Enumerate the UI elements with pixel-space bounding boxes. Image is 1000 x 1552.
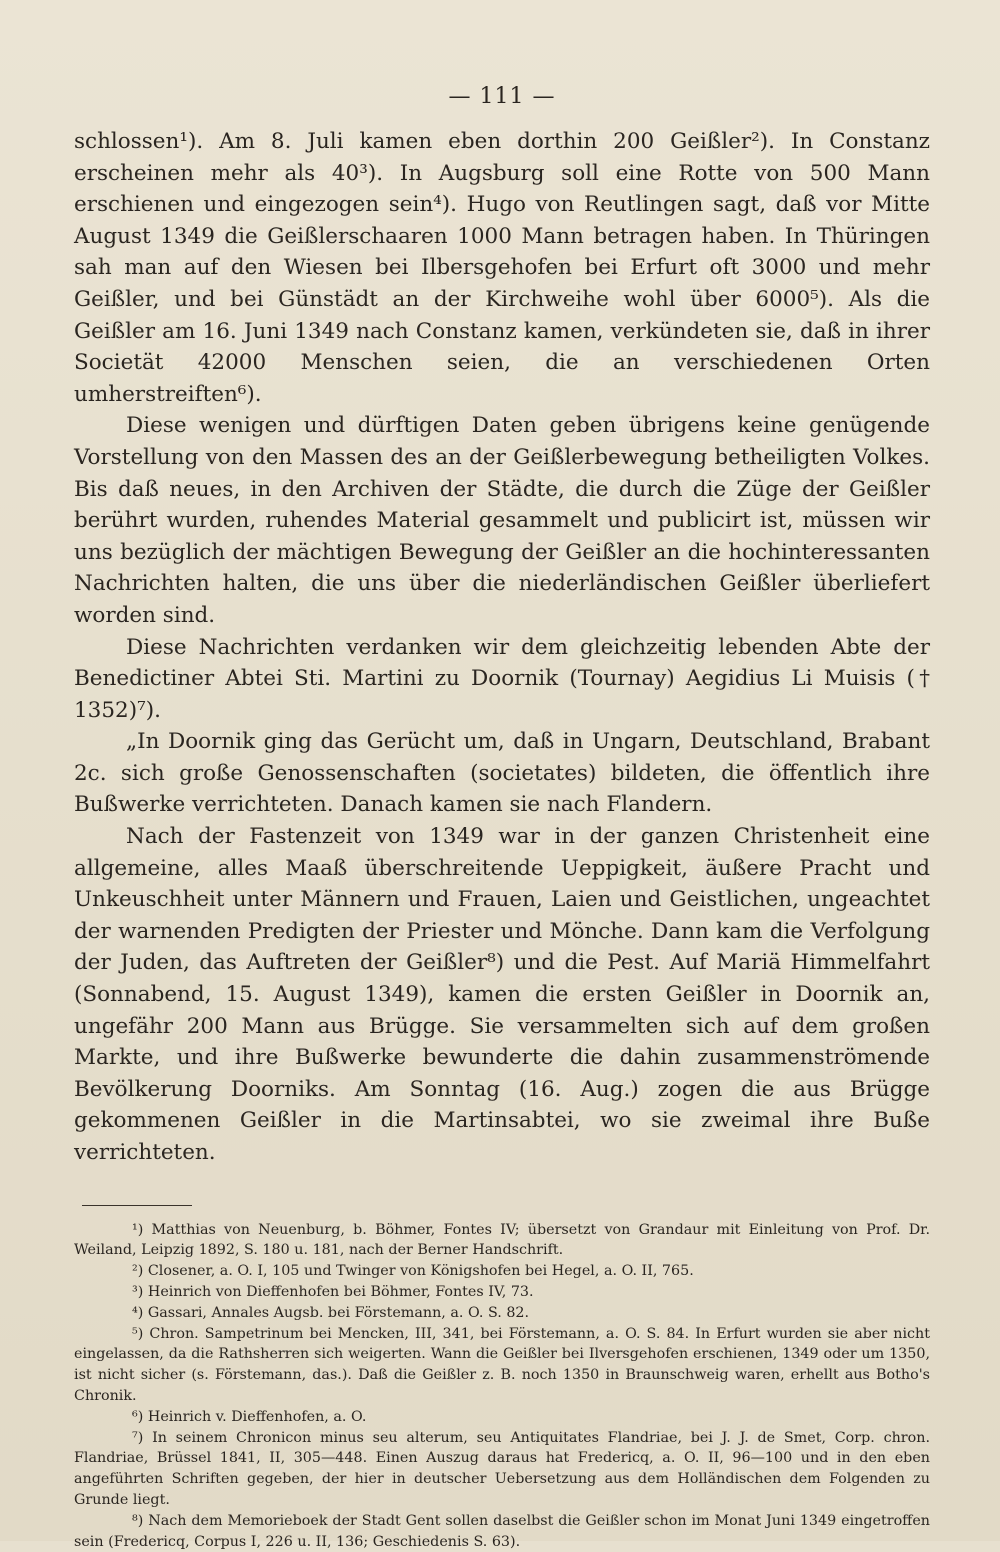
footnote-2: ²) Closener, a. O. I, 105 und Twinger von Königshofen bei Hegel, a. O. II, 765. — [132, 1263, 694, 1280]
page-number: — 111 — — [448, 84, 556, 109]
main-text — [74, 126, 930, 1169]
footnote-8: ⁸) Nach dem Memorieboek der Stadt Gent sollen daselbst die Geißler schon im Monat Juni 1349 eingetroffen sein (Fredericq, Corpus I, 226 u. II, 136; Geschiedenis S. 63). — [74, 1512, 930, 1550]
footnote-7: ⁷) In seinem Chronicon minus seu alterum, seu Antiquitates Flandriae, bei J. J. de Smet, Corp. chron. Flandriae, Brüssel 1841, II, 305—448. Einen Auszug daraus hat Fredericq, a. O. II, 96—100 und in den eben angeführten Schriften gegeben, der hier in deutscher Uebersetzung aus dem Holländischen dem Folgenden zu Grunde liegt. — [74, 1429, 930, 1508]
paragraph-1: schlossen¹). Am 8. Juli kamen eben dorthin 200 Geißler²). In Constanz erscheinen mehr als 40³). In Augsburg soll eine Rotte von 500 Mann erschienen und eingezogen sein⁴). Hugo von Reutlingen sagt, daß vor Mitte August 1349 die Geißlerschaaren 1000 Mann betragen haben. In Thüringen sah man auf den Wiesen bei Ilbersgehofen bei Erfurt oft 3000 und mehr Geißler, und bei Günstädt an der Kirchweihe wohl über 6000⁵). Als die Geißler am 16. Juni 1349 nach Constanz kamen, verkündeten sie, daß in ihrer Societät 42000 Menschen seien, die an verschiedenen Orten umherstreiften⁶). — [74, 129, 930, 407]
paragraph-2: Diese wenigen und dürftigen Daten geben übrigens keine genügende Vorstellung von den Massen des an der Geißlerbewegung betheiligten Volkes. Bis daß neues, in den Archiven der Städte, die durch die Züge der Geißler berührt wurden, ruhendes Material gesammelt und publicirt ist, müssen wir uns bezüglich der mächtigen Bewegung der Geißler an die hochinteressanten Nachrichten halten, die uns über die niederländischen Geißler überliefert worden sind. — [74, 413, 930, 628]
paragraph-3: Diese Nachrichten verdanken wir dem gleichzeitig lebenden Abte der Benedictiner Abtei Sti. Martini zu Doornik (Tournay) Aegidius Li Muisis († 1352)⁷). — [74, 634, 930, 723]
paragraph-4: „In Doornik ging das Gerücht um, daß in Ungarn, Deutschland, Brabant 2c. sich große Genossenschaften (societates) bildeten, die öffentlich ihre Bußwerke verrichteten. Danach kamen sie nach Flandern. — [74, 729, 930, 818]
footnotes — [74, 1220, 930, 1552]
paragraph-5: Nach der Fastenzeit von 1349 war in der ganzen Christenheit eine allgemeine, alles Maaß überschreitende Ueppigkeit, äußere Pracht und Unkeuschheit unter Männern und Frauen, Laien und Geistlichen, ungeachtet der warnenden Predigten der Priester und Mönche. Dann kam die Verfolgung der Juden, das Auftreten der Geißler⁸) und die Pest. Auf Mariä Himmelfahrt (Sonnabend, 15. August 1349), kamen die ersten Geißler in Doornik an, ungefähr 200 Mann aus Brügge. Sie versammelten sich auf dem großen Markte, und ihre Bußwerke bewunderte die dahin zusammenströmende Bevölkerung Doorniks. Am Sonntag (16. Aug.) zogen die aus Brügge gekommenen Geißler in die Martinsabtei, wo sie zweimal ihre Buße verrichteten. — [74, 824, 930, 1165]
footnote-5: ⁵) Chron. Sampetrinum bei Mencken, III, 341, bei Förstemann, a. O. S. 84. In Erfurt wurden sie aber nicht eingelassen, da die Rathsherren sich weigerten. Wann die Geißler bei Ilversgehofen erschienen, 1349 oder um 1350, ist nicht sicher (s. Förstemann, das.). Daß die Geißler z. B. noch 1350 in Braunschweig waren, erhellt aus Botho's Chronik. — [74, 1325, 930, 1404]
footnote-1: ¹) Matthias von Neuenburg, b. Böhmer, Fontes IV; übersetzt von Grandaur mit Einleitung von Prof. Dr. Weiland, Leipzig 1892, S. 180 u. 181, nach der Berner Handschrift. — [74, 1221, 930, 1259]
footnote-separator — [82, 1205, 192, 1206]
footnote-6: ⁶) Heinrich v. Dieffenhofen, a. O. — [132, 1408, 367, 1425]
footnote-3: ³) Heinrich von Dieffenhofen bei Böhmer, Fontes IV, 73. — [132, 1283, 534, 1300]
footnote-4: ⁴) Gassari, Annales Augsb. bei Förstemann, a. O. S. 82. — [132, 1304, 530, 1321]
